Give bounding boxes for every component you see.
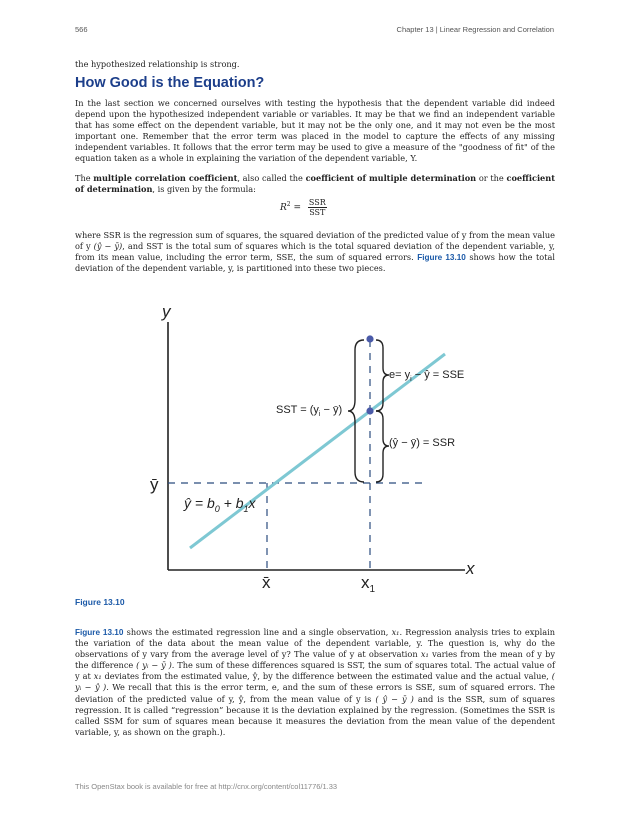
- paragraph-4: Figure 13.10 shows the estimated regression line and a single observation, x₁. Regression analysis tries to explain the variation of the data about the mean value of the dependent variable, y. The question is, why do the observations of y vary from the average level of y? The value of y at observation x₁ varies from the mean of y by the difference ( yᵢ − ȳ ). The sum of these differences squared is SST, the sum of squares total. The actual value of y at x₁ deviates from the estimated value, ŷ, by the difference between the estimated value and the actual value, ( yᵢ − ŷ ). We recall that this is the error term, e, and the sum of these errors is SSE, sum of squared errors. The deviation of the predicted value of y, ŷ, from the mean value of y is ( ŷ − ȳ ) and is the SSR, sum of squares regression. It is called “regression” because it is the deviation explained by the regression. (Sometimes the SSR is called SSM for sum of squares mean because it measures the deviation from the mean value of the dependent variable, y, as shown on the graph.).: [75, 627, 555, 737]
- section-title: How Good is the Equation?: [75, 75, 265, 91]
- paragraph-1: In the last section we concerned ourselves with testing the hypothesis that the dependent variable did indeed depend upon the hypothesized independent variable or variables. It may be that we find an independent variable that has some effect on the dependent variable, but it may not be the only one, and it may not even be the most important one. Remember that the error term was placed in the model to capture the effects of any missing independent variables. It follows that the error term may be used to give a measure of the "goodness of fit" of the equation taken as a whole in explaining the variation of the dependent variable, Y.: [75, 98, 555, 164]
- sse-label: $e= y_i$ − ŷ = SSE: [389, 369, 465, 383]
- y-axis-label: y: [162, 302, 171, 321]
- x1-label: $x_1$: [361, 573, 376, 595]
- ssr-brace: [376, 411, 389, 482]
- running-header: Chapter 13 | Linear Regression and Correlation: [396, 25, 554, 34]
- ybar-label: ȳ: [150, 475, 159, 494]
- sse-brace: [376, 340, 389, 411]
- x-axis-label: x: [466, 559, 475, 578]
- page-number: 566: [75, 25, 88, 34]
- regression-equation-label: ŷ = $b_0 + b_1x$: [184, 495, 256, 514]
- regression-figure: [140, 300, 490, 595]
- paragraph-3: where SSR is the regression sum of squares, the squared deviation of the predicted value of y from the mean value of y (ŷ − ȳ), and SST is the total sum of squares which is the total squared deviation of the dependent variable, y, from its mean value, including the error term, SSE, the sum of squared errors. Figure 13.10 shows how the total deviation of the dependent variable, y, is partitioned into these two pieces.: [75, 230, 555, 274]
- term-coefficient-multiple-determination: coefficient of multiple determination: [305, 173, 477, 183]
- term-multiple-correlation: multiple correlation coefficient: [93, 173, 238, 183]
- lead-line: the hypothesized relationship is strong.: [75, 59, 240, 69]
- predicted-point: [366, 407, 373, 414]
- xbar-label: x̄: [262, 573, 271, 592]
- term-coefficient-determination: coefficient of determination: [75, 173, 555, 195]
- figure-link-2[interactable]: Figure 13.10: [75, 628, 124, 637]
- ssr-label: (ŷ − ȳ) = SSR: [389, 437, 456, 449]
- sst-label: SST = ($y_i$ − ȳ): [276, 404, 343, 418]
- observation-point: [366, 335, 373, 342]
- sst-brace: [348, 340, 364, 482]
- r-squared-formula: $R^2$ = $\frac{\text{SSR}}{\text{SST}}$: [280, 198, 326, 217]
- paragraph-2: The multiple correlation coefficient, also called the coefficient of multiple determination or the coefficient of determination, is given by the formula:: [75, 173, 555, 195]
- figure-link[interactable]: Figure 13.10: [417, 253, 466, 263]
- footer: This OpenStax book is available for free at http://cnx.org/content/col11776/1.33: [75, 782, 338, 791]
- figure-caption: Figure 13.10: [75, 597, 125, 607]
- regression-line: [190, 354, 445, 548]
